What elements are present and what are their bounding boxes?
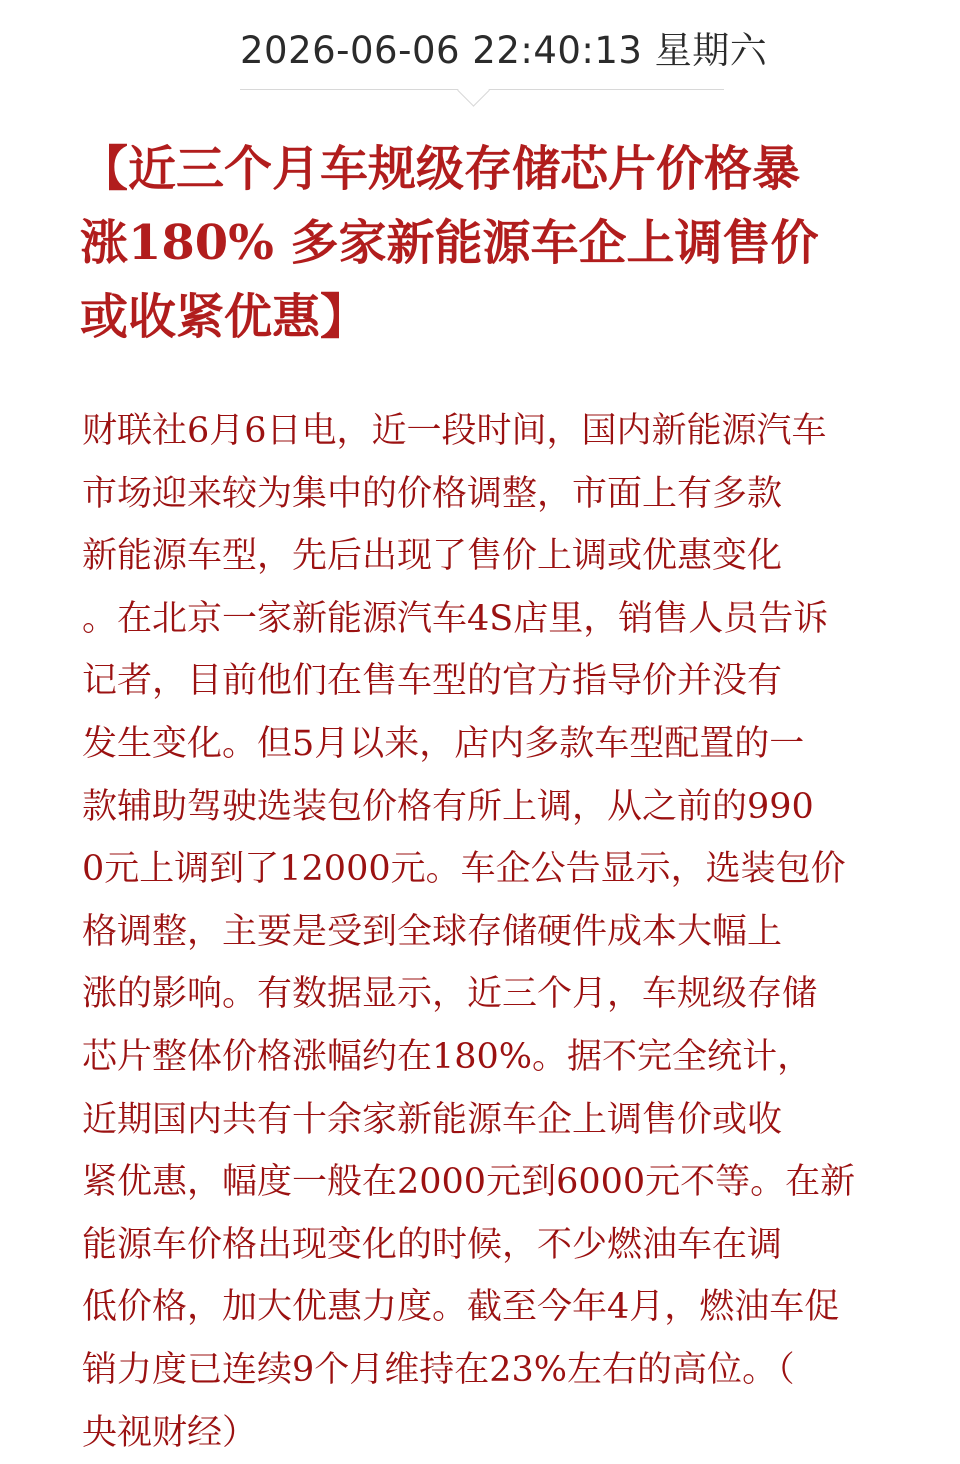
article-body (82, 400, 882, 1424)
body-line: 新能源车型，先后出现了售价上调或优惠变化 (82, 525, 882, 588)
headline-line: 【近三个月车规级存储芯片价格暴 (80, 132, 880, 206)
body-line: 格调整，主要是受到全球存储硬件成本大幅上 (82, 901, 882, 964)
body-line: 芯片整体价格涨幅约在180%。据不完全统计， (82, 1026, 882, 1089)
body-line: 。在北京一家新能源汽车4S店里，销售人员告诉 (82, 588, 882, 651)
body-line: 款辅助驾驶选装包价格有所上调，从之前的990 (82, 776, 882, 839)
body-line: 近期国内共有十余家新能源车企上调售价或收 (82, 1089, 882, 1152)
headline-line: 涨180% 多家新能源车企上调售价 (80, 206, 880, 280)
body-line: 能源车价格出现变化的时候，不少燃油车在调 (82, 1214, 882, 1277)
body-line: 紧优惠，幅度一般在2000元到6000元不等。在新 (82, 1151, 882, 1214)
publish-datetime: 2026-06-06 22:40:13 星期六 (240, 20, 724, 74)
article-headline (80, 132, 880, 354)
date-header (240, 0, 724, 92)
body-line: 记者，目前他们在售车型的官方指导价并没有 (82, 650, 882, 713)
headline-line: 或收紧优惠】 (80, 280, 880, 354)
body-line: 销力度已连续9个月维持在23%左右的高位。（ (82, 1339, 882, 1402)
body-line: 涨的影响。有数据显示，近三个月，车规级存储 (82, 963, 882, 1026)
body-line: 央视财经） (82, 1402, 882, 1464)
body-line: 低价格，加大优惠力度。截至今年4月，燃油车促 (82, 1276, 882, 1339)
body-line: 财联社6月6日电，近一段时间，国内新能源汽车 (82, 400, 882, 463)
body-line: 市场迎来较为集中的价格调整，市面上有多款 (82, 463, 882, 526)
body-line: 发生变化。但5月以来，店内多款车型配置的一 (82, 713, 882, 776)
body-line: 0元上调到了12000元。车企公告显示，选装包价 (82, 838, 882, 901)
date-pointer-notch (457, 74, 490, 107)
